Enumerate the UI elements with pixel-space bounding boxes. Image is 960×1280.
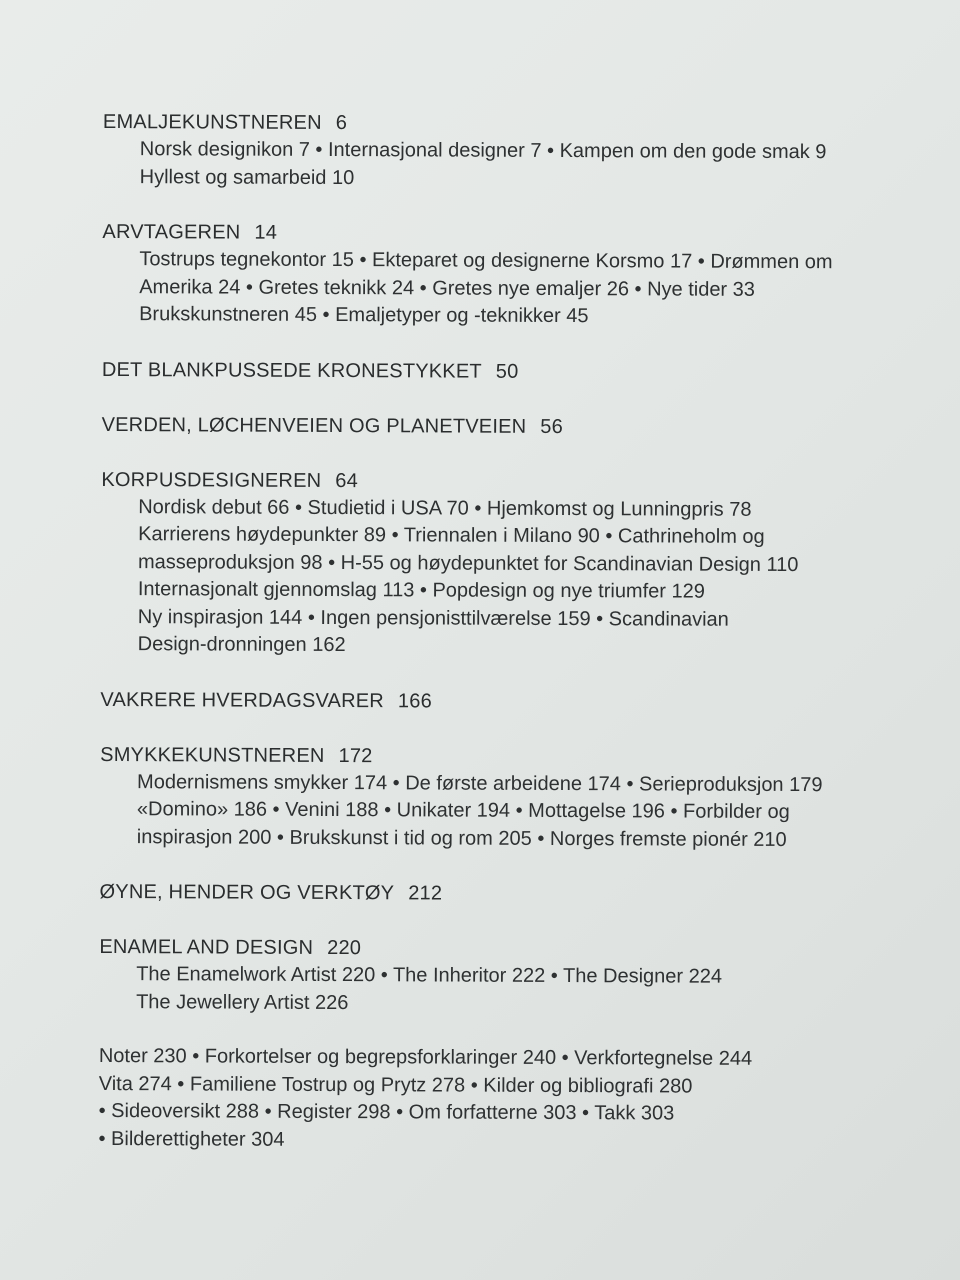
toc-section — [100, 878, 900, 909]
section-page-number: 64 — [335, 469, 359, 492]
toc-section — [100, 685, 900, 716]
section-title: ØYNE, HENDER OG VERKTØY — [99, 880, 395, 905]
subsection-line: Design-dronningen 162 — [137, 633, 346, 657]
toc-section — [100, 740, 900, 854]
section-title: SMYKKEKUNSTNEREN — [100, 743, 325, 767]
subsection-list — [103, 136, 903, 194]
section-heading — [100, 740, 900, 771]
subsection-line: The Jewellery Artist 226 — [136, 990, 349, 1014]
backmatter-line: Noter 230 • Forkortelser og begrepsforklaringer 240 • Verkfortegnelse 244 — [98, 1044, 753, 1070]
section-title: ARVTAGEREN — [102, 220, 241, 244]
section-title: VAKRERE HVERDAGSVARER — [100, 688, 384, 712]
table-of-contents — [98, 108, 903, 1156]
subsection-line: masseproduksjon 98 • H-55 og høydepunktet for Scandinavian Design 110 — [137, 550, 799, 576]
toc-section — [102, 355, 902, 386]
subsection-line: Nordisk debut 66 • Studietid i USA 70 • Hjemkomst og Lunningpris 78 — [138, 495, 752, 521]
toc-section — [103, 108, 903, 194]
subsection-line: «Domino» 186 • Venini 188 • Unikater 194 • Mottagelse 196 • Forbilder og — [136, 798, 790, 824]
section-heading — [103, 108, 903, 139]
backmatter-line: • Bilderettigheter 304 — [98, 1127, 285, 1151]
section-title: KORPUSDESIGNEREN — [101, 468, 322, 492]
section-title: VERDEN, LØCHENVEIEN OG PLANETVEIEN — [101, 413, 527, 438]
subsection-line: Karrierens høydepunkter 89 • Triennalen i Milano 90 • Cathrineholm og — [138, 523, 765, 548]
toc-section — [101, 465, 902, 661]
subsection-list — [102, 246, 902, 332]
section-title: ENAMEL AND DESIGN — [99, 935, 314, 959]
subsection-list — [99, 961, 899, 1019]
section-page-number: 220 — [327, 936, 362, 960]
subsection-line: Norsk designikon 7 • Internasjonal designer 7 • Kampen om den gode smak 9 — [139, 138, 827, 164]
toc-section — [99, 933, 899, 1019]
subsection-line: Modernismens smykker 174 • De første arbeidene 174 • Serieproduksjon 179 — [137, 770, 823, 796]
subsection-list — [100, 768, 900, 854]
subsection-line: Internasjonalt gjennomslag 113 • Popdesign og nye triumfer 129 — [137, 578, 705, 603]
section-heading — [101, 465, 901, 496]
subsection-line: Tostrups tegnekontor 15 • Ekteparet og designerne Korsmo 17 • Drømmen om — [139, 248, 833, 274]
subsection-list — [101, 493, 902, 661]
subsection-line: inspirasjon 200 • Brukskunst i tid og rom 205 • Norges fremste pionér 210 — [136, 825, 787, 851]
section-heading — [102, 410, 902, 441]
section-heading — [100, 878, 900, 909]
subsection-line: Brukskunstneren 45 • Emaljetyper og -teknikker 45 — [139, 303, 589, 328]
section-page-number: 56 — [540, 415, 564, 438]
subsection-line: Amerika 24 • Gretes teknikk 24 • Gretes nye emaljer 26 • Nye tider 33 — [139, 275, 755, 301]
subsection-line: Ny inspirasjon 144 • Ingen pensjonisttilværelse 159 • Scandinavian — [137, 605, 729, 631]
backmatter-line: Vita 274 • Familiene Tostrup og Prytz 278 • Kilder og bibliografi 280 — [98, 1072, 693, 1098]
section-page-number: 6 — [335, 112, 348, 135]
subsection-line: The Enamelwork Artist 220 • The Inheritor 222 • The Designer 224 — [136, 963, 723, 988]
section-title: EMALJEKUNSTNEREN — [102, 110, 322, 134]
section-page-number: 14 — [254, 221, 278, 244]
section-heading — [102, 355, 902, 386]
section-heading — [102, 218, 902, 249]
subsection-line: Hyllest og samarbeid 10 — [139, 165, 355, 189]
backmatter-list — [98, 1043, 898, 1156]
toc-section — [102, 218, 902, 332]
section-page-number: 50 — [495, 360, 519, 383]
section-page-number: 172 — [338, 744, 373, 767]
backmatter-line: • Sideoversikt 288 • Register 298 • Om forfatterne 303 • Takk 303 — [98, 1099, 675, 1125]
section-page-number: 212 — [408, 882, 443, 905]
section-heading — [100, 685, 900, 716]
section-title: DET BLANKPUSSEDE KRONESTYKKET — [101, 358, 482, 383]
toc-section — [102, 410, 902, 441]
section-page-number: 166 — [397, 689, 432, 712]
section-heading — [99, 933, 899, 964]
